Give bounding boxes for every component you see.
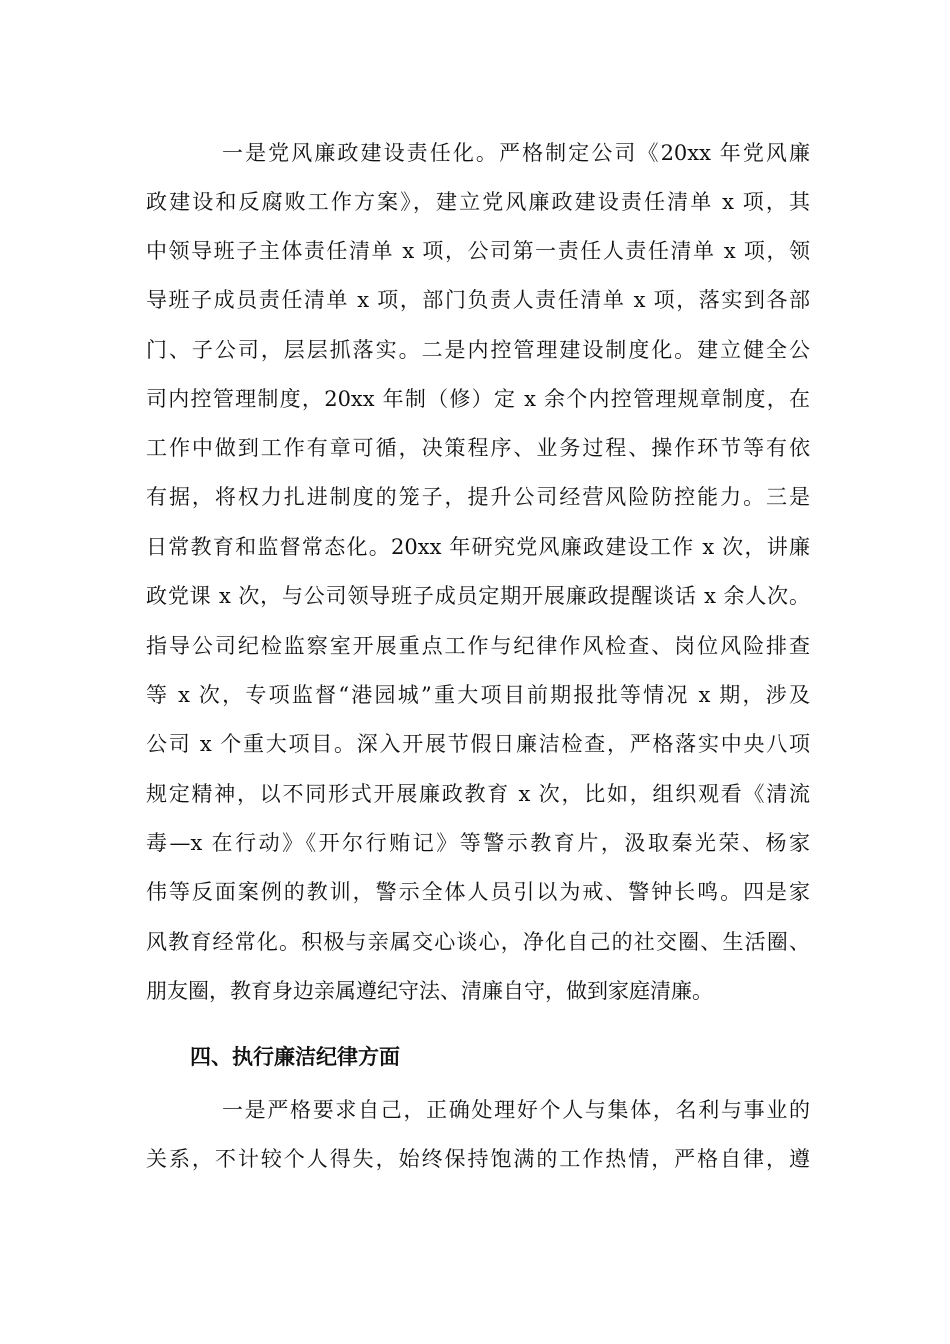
paragraph-line: 导班子成员责任清单 x 项，部门负责人责任清单 x 项，落实到各部 xyxy=(146,288,810,312)
paragraph-line: 朋友圈，教育身边亲属遵纪守法、清廉自守，做到家庭清廉。 xyxy=(146,979,713,1003)
paragraph-line: 有据，将权力扎进制度的笼子，提升公司经营风险防控能力。三是 xyxy=(146,485,810,509)
paragraph-line: 政建设和反腐败工作方案》，建立党风廉政建设责任清单 x 项，其 xyxy=(146,190,810,214)
paragraph-line: 工作中做到工作有章可循，决策程序、业务过程、操作环节等有依 xyxy=(146,436,810,460)
paragraph-line: 风教育经常化。积极与亲属交心谈心，净化自己的社交圈、生活圈、 xyxy=(146,930,810,954)
paragraph-line: 毒—x 在行动》《开尔行贿记》等警示教育片，汲取秦光荣、杨家 xyxy=(146,831,810,855)
paragraph-line: 一是党风廉政建设责任化。严格制定公司《20xx 年党风廉 xyxy=(222,141,810,165)
paragraph-line: 中领导班子主体责任清单 x 项，公司第一责任人责任清单 x 项，领 xyxy=(146,239,810,263)
paragraph-line: 日常教育和监督常态化。20xx 年研究党风廉政建设工作 x 次，讲廉 xyxy=(146,535,810,559)
section-heading: 四、执行廉洁纪律方面 xyxy=(190,1045,400,1069)
paragraph-line: 一是严格要求自己，正确处理好个人与集体，名利与事业的 xyxy=(222,1098,810,1122)
paragraph-line: 司内控管理制度，20xx 年制（修）定 x 余个内控管理规章制度，在 xyxy=(146,387,810,411)
paragraph-line: 伟等反面案例的教训，警示全体人员引以为戒、警钟长鸣。四是家 xyxy=(146,880,810,904)
paragraph-line: 政党课 x 次，与公司领导班子成员定期开展廉政提醒谈话 x 余人次。 xyxy=(146,584,810,608)
paragraph-line: 门、子公司，层层抓落实。二是内控管理建设制度化。建立健全公 xyxy=(146,338,810,362)
paragraph-line: 公司 x 个重大项目。深入开展节假日廉洁检查，严格落实中央八项 xyxy=(146,732,810,756)
paragraph-line: 规定精神，以不同形式开展廉政教育 x 次，比如，组织观看《清流 xyxy=(146,782,810,806)
paragraph-line: 关系，不计较个人得失，始终保持饱满的工作热情，严格自律，遵 xyxy=(146,1147,810,1171)
paragraph-line: 指导公司纪检监察室开展重点工作与纪律作风检查、岗位风险排查 xyxy=(146,634,810,658)
paragraph-line: 等 x 次，专项监督“港园城”重大项目前期报批等情况 x 期，涉及 xyxy=(146,683,810,707)
